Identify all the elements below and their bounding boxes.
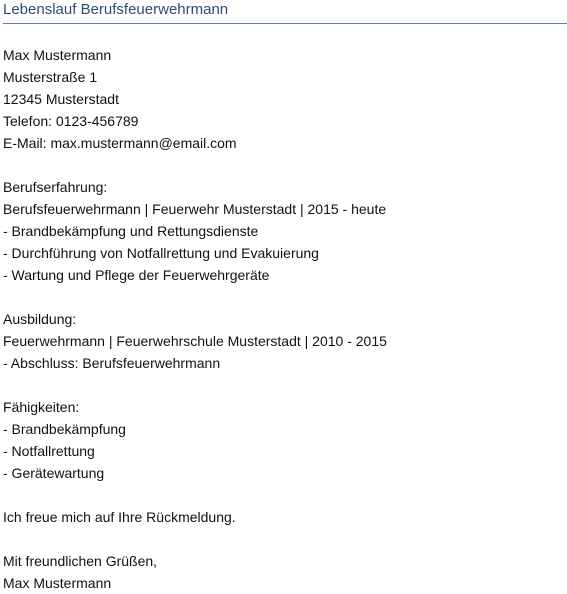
document-body <box>3 44 563 594</box>
education-heading: Ausbildung: <box>3 311 77 327</box>
contact-street: Musterstraße 1 <box>3 69 98 85</box>
experience-item: - Durchführung von Notfallrettung und Evakuierung <box>3 245 319 261</box>
spacer <box>3 528 563 550</box>
skills-item: - Notfallrettung <box>3 443 95 459</box>
spacer <box>3 484 563 506</box>
skills-item: - Brandbekämpfung <box>3 421 126 437</box>
experience-item: - Brandbekämpfung und Rettungsdienste <box>3 223 259 239</box>
experience-position: Berufsfeuerwehrmann | Feuerwehr Musterstadt | 2015 - heute <box>3 201 387 217</box>
contact-email: E-Mail: max.mustermann@email.com <box>3 135 237 151</box>
signature-name: Max Mustermann <box>3 575 112 591</box>
document-title: Lebenslauf Berufsfeuerwehrmann <box>3 1 229 18</box>
closing-sentence: Ich freue mich auf Ihre Rückmeldung. <box>3 509 236 525</box>
contact-phone: Telefon: 0123-456789 <box>3 113 139 129</box>
experience-item: - Wartung und Pflege der Feuerwehrgeräte <box>3 267 270 283</box>
contact-city: 12345 Musterstadt <box>3 91 119 107</box>
contact-name: Max Mustermann <box>3 47 112 63</box>
title-underline <box>3 23 567 24</box>
closing-salutation: Mit freundlichen Grüßen, <box>3 553 158 569</box>
spacer <box>3 286 563 308</box>
spacer <box>3 154 563 176</box>
skills-item: - Gerätewartung <box>3 465 105 481</box>
skills-heading: Fähigkeiten: <box>3 399 80 415</box>
spacer <box>3 374 563 396</box>
education-position: Feuerwehrmann | Feuerwehrschule Musterstadt | 2010 - 2015 <box>3 333 387 349</box>
experience-heading: Berufserfahrung: <box>3 179 108 195</box>
education-item: - Abschluss: Berufsfeuerwehrmann <box>3 355 221 371</box>
